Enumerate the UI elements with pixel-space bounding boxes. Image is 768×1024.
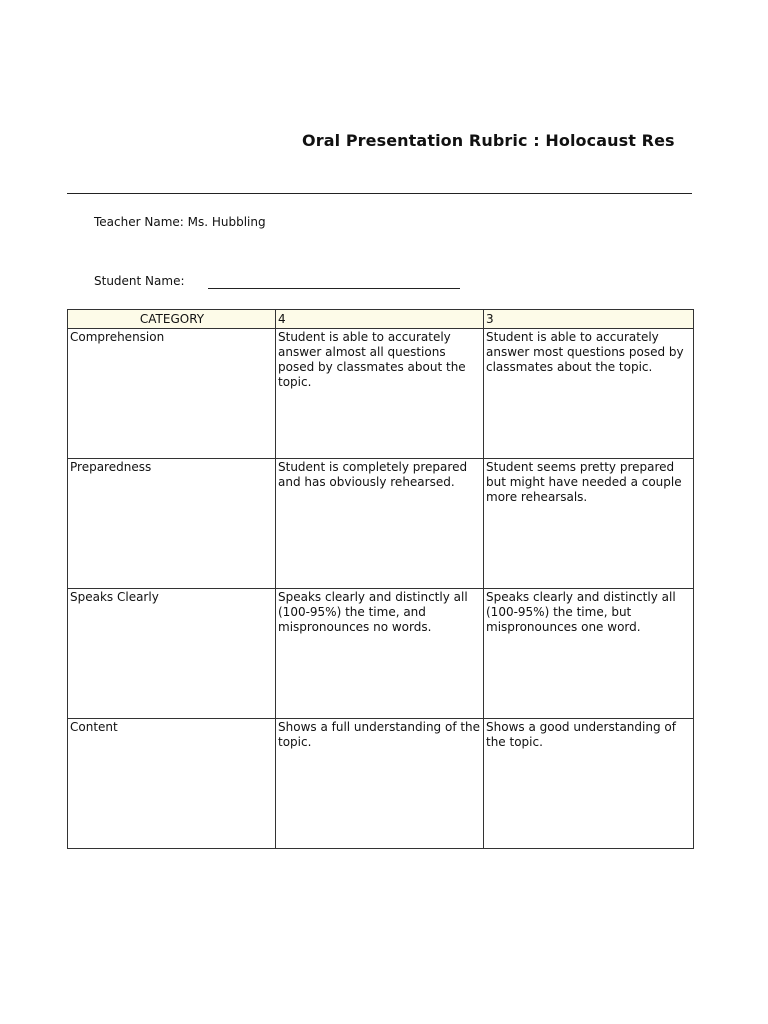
header-category: CATEGORY bbox=[68, 310, 276, 329]
score-4-cell: Shows a full understanding of the topic. bbox=[276, 719, 484, 849]
page-title: Oral Presentation Rubric : Holocaust Res bbox=[302, 131, 675, 150]
category-cell: Preparedness bbox=[68, 459, 276, 589]
score-3-cell: Shows a good understanding of the topic. bbox=[484, 719, 694, 849]
score-3-cell: Speaks clearly and distinctly all (100-95%) the time, but mispronounces one word. bbox=[484, 589, 694, 719]
category-cell: Speaks Clearly bbox=[68, 589, 276, 719]
score-3-cell: Student seems pretty prepared but might have needed a couple more rehearsals. bbox=[484, 459, 694, 589]
title-divider bbox=[67, 193, 692, 194]
rubric-table bbox=[67, 309, 694, 849]
header-score-4: 4 bbox=[276, 310, 484, 329]
table-row bbox=[68, 459, 694, 589]
student-name-label: Student Name: bbox=[94, 274, 185, 288]
table-row bbox=[68, 329, 694, 459]
rubric-header-row bbox=[68, 310, 694, 329]
header-score-3: 3 bbox=[484, 310, 694, 329]
score-4-cell: Speaks clearly and distinctly all (100-95%) the time, and mispronounces no words. bbox=[276, 589, 484, 719]
student-name-blank bbox=[208, 288, 460, 289]
table-row bbox=[68, 589, 694, 719]
teacher-name: Teacher Name: Ms. Hubbling bbox=[94, 215, 266, 229]
score-4-cell: Student is completely prepared and has obviously rehearsed. bbox=[276, 459, 484, 589]
table-row bbox=[68, 719, 694, 849]
category-cell: Content bbox=[68, 719, 276, 849]
score-4-cell: Student is able to accurately answer almost all questions posed by classmates about the topic. bbox=[276, 329, 484, 459]
score-3-cell: Student is able to accurately answer most questions posed by classmates about the topic. bbox=[484, 329, 694, 459]
category-cell: Comprehension bbox=[68, 329, 276, 459]
